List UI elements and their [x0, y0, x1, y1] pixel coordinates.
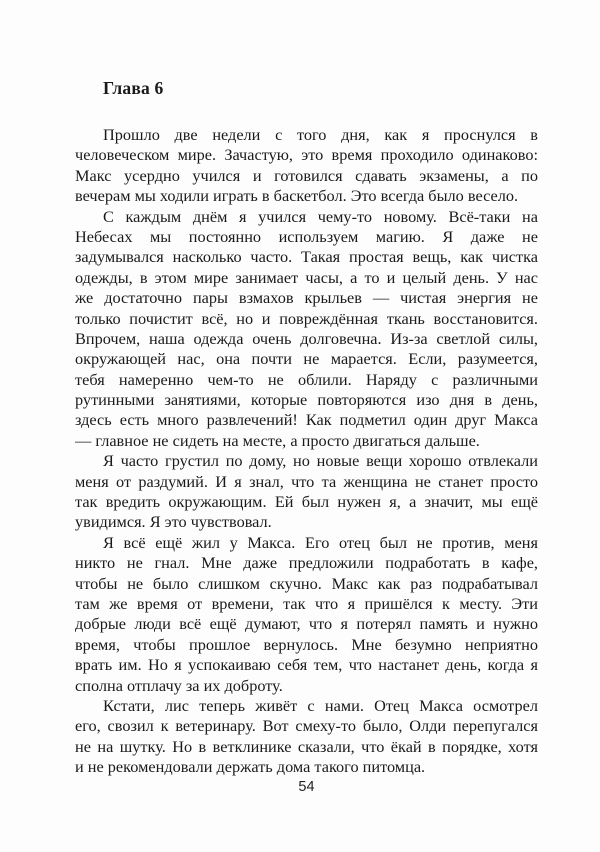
paragraph — [75, 533, 538, 696]
text-line: одежды, в этом мире занимает часы, а то и целый день. У нас — [75, 267, 538, 287]
chapter-title: Глава 6 — [103, 78, 164, 98]
text-line: же достаточно пары взмахов крыльев — чистая энергия не — [75, 288, 538, 308]
text-line: здесь есть много развлечений! Как подметил один друг Макса — [75, 410, 538, 430]
text-line: Кстати, лис теперь живёт с нами. Отец Макса осмотрел — [103, 695, 538, 715]
text-line: Макс усердно учился и готовился сдавать экзамены, а по — [75, 165, 538, 185]
text-body — [75, 125, 538, 778]
paragraph — [75, 207, 538, 452]
paragraph — [75, 125, 538, 207]
text-line: Я всё ещё жил у Макса. Его отец был не против, меня — [103, 532, 538, 552]
text-line: — главное не сидеть на месте, а просто двигаться дальше. — [75, 430, 480, 450]
text-line: сполна отплачу за их доброту. — [75, 675, 283, 695]
paragraph — [75, 696, 538, 778]
text-line: чтобы не было слишком скучно. Макс как раз подрабатывал — [75, 573, 538, 593]
text-line: и не рекомендовали держать дома такого питомца. — [75, 757, 426, 777]
paragraph — [75, 451, 538, 533]
text-line: задумывался насколько часто. Такая простая вещь, как чистка — [75, 247, 538, 267]
text-line: так вредить окружающим. Ей был нужен я, а значит, мы ещё — [75, 492, 538, 512]
text-line: увидимся. Я это чувствовал. — [75, 512, 272, 532]
text-line: С каждым днём я учился чему-то новому. Всё-таки на — [103, 206, 538, 226]
text-line: меня от раздумий. И я знал, что та женщина не станет просто — [75, 471, 538, 491]
text-line: добрые люди всё ещё думают, что я потерял память и нужно — [75, 614, 538, 634]
text-line: не на шутку. Но в ветклинике сказали, что ёкай в порядке, хотя — [75, 736, 538, 756]
text-line: Впрочем, наша одежда очень долговечна. Из-за светлой силы, — [75, 328, 538, 348]
page-number: 54 — [298, 779, 315, 795]
text-line: только почистит всё, но и повреждённая ткань восстановится. — [75, 308, 538, 328]
text-line: время, чтобы прошлое вернулось. Мне безумно неприятно — [75, 634, 538, 654]
text-line: Я часто грустил по дому, но новые вещи хорошо отвлекали — [103, 451, 538, 471]
text-line: Прошло две недели с того дня, как я проснулся в — [103, 125, 538, 144]
text-line: человеческом мире. Зачастую, это время проходило одинаково: — [75, 145, 538, 165]
text-line: вечерам мы ходили играть в баскетбол. Это всегда было весело. — [75, 186, 519, 206]
text-line: там же время от времени, так что я пришёлся к месту. Эти — [75, 593, 538, 613]
text-line: врать им. Но я успокаиваю себя тем, что настанет день, когда я — [75, 655, 538, 675]
text-line: рутинными занятиями, которые повторяются изо дня в день, — [75, 390, 538, 410]
text-line: никто не гнал. Мне даже предложили подработать в кафе, — [75, 553, 538, 573]
text-line: окружающей нас, она почти не марается. Если, разумеется, — [75, 349, 538, 369]
text-line: тебя намеренно чем-то не облили. Наряду с различными — [75, 369, 538, 389]
text-line: Небесах мы постоянно используем магию. Я даже не — [75, 226, 538, 246]
text-line: его, свозил к ветеринару. Вот смеху-то было, Олди перепугался — [75, 716, 538, 736]
